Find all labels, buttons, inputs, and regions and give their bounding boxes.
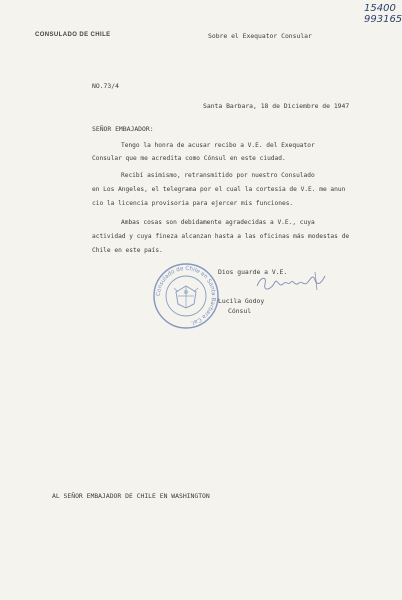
paragraph-3-line-2: actividad y cuya fineza alcanzan hasta a las oficinas más modestas de <box>92 233 350 240</box>
paragraph-2-line-3: cio la licencia provisoria para ejercer mis funciones. <box>92 200 294 207</box>
closing: Dios guarde a V.E. <box>218 268 288 276</box>
paragraph-1-line-2: Consular que me acredita como Cónsul en este ciudad. <box>92 155 286 162</box>
archive-reference-line2: 993165 <box>364 14 402 25</box>
paragraph-3-line-3: Chile en este país. <box>92 247 163 254</box>
letterhead-subject: Sobre el Exequator Consular <box>208 32 312 40</box>
salutation: SEÑOR EMBAJADOR: <box>92 125 154 133</box>
signer-title: Cónsul <box>228 307 252 315</box>
paragraph-2-line-1: Recibí asimismo, retransmitido por nuestro Consulado <box>121 172 315 179</box>
letterhead-consulate: CONSULADO DE CHILE <box>35 32 111 38</box>
paragraph-3-line-1: Ambas cosas son debidamente agradecidas a V.E., cuya <box>121 219 315 226</box>
seal-emblem-icon <box>174 286 198 308</box>
paragraph-1-line-1: Tengo la honra de acusar recibo a V.E. del Exequator <box>121 142 315 149</box>
addressee: AL SEÑOR EMBAJADOR DE CHILE EN WASHINGTON <box>52 492 210 500</box>
document-number: NO.73/4 <box>92 82 119 90</box>
paragraph-2-line-2: en Los Angeles, el telegrama por el cual la cortesia de V.E. me anun <box>92 186 346 193</box>
signer-name: Lucila Godoy <box>218 297 265 305</box>
archive-reference-line1: 15400 <box>364 3 396 14</box>
seal-ring-textpath: Consulado de Chile en Santa Barbara Cal. <box>155 265 217 326</box>
archive-reference <box>364 3 402 25</box>
place-date: Santa Barbara, 18 de Diciembre de 1947 <box>203 102 350 110</box>
handwritten-signature <box>255 268 330 298</box>
consulate-seal-stamp <box>152 262 220 330</box>
